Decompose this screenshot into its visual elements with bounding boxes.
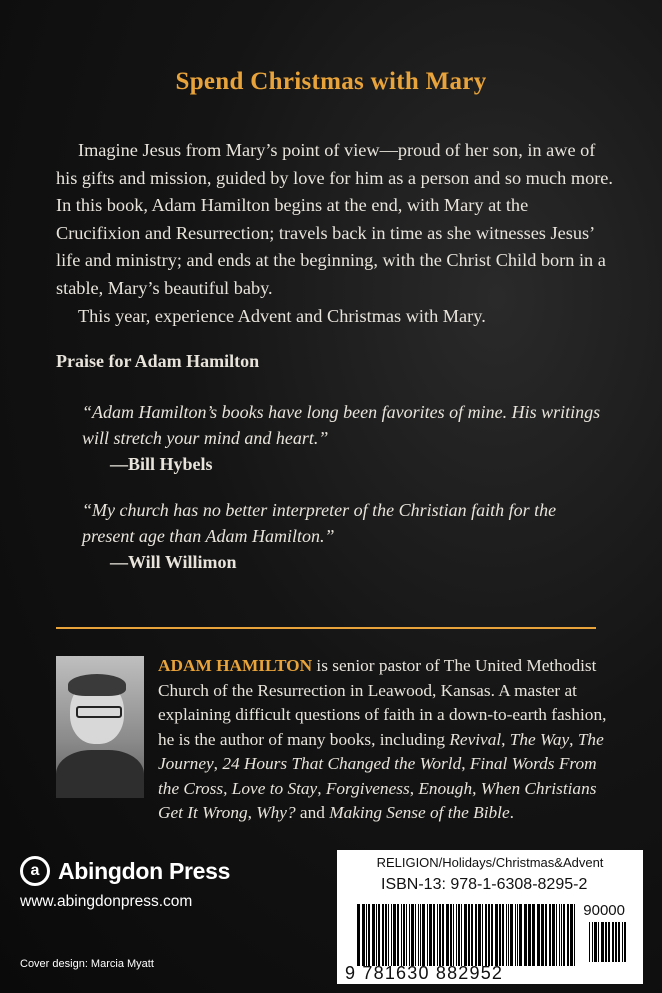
description-closing: This year, experience Advent and Christmas with Mary.: [78, 305, 486, 326]
book-title: Enough: [418, 778, 473, 798]
endorsement-quote: [82, 399, 612, 477]
author-name: ADAM HAMILTON: [158, 656, 313, 675]
description-paragraph: Imagine Jesus from Mary’s point of view—proud of her son, in awe of his gifts and mission, guided by love for him as a person and so much more. In this book, Adam Hamilton begins at the end, with Mary at the Crucifixion and Resurrection; travels back in time as she witnesses Jesus’ life and ministry; and ends at the beginning, with the Christ Child born in a stable, Mary’s beautiful baby.: [56, 140, 613, 298]
book-title: Forgiveness: [325, 778, 410, 798]
book-title: The Way: [509, 729, 570, 749]
endorsement-quote: [82, 497, 612, 575]
author-bio: ADAM HAMILTON is senior pastor of The United Methodist Church of the Resurrection in Leawood, Kansas. A master at explaining difficult questions of faith in a down-to-earth fashion, he is the author of many books, including Revival, The Way, The Journey, 24 Hours That Changed the World, Final Words From the Cross, Love to Stay, Forgiveness, Enough, When Christians Get It Wrong, Why? and Making Sense of the Bible.: [158, 656, 607, 822]
author-photo: [56, 656, 144, 798]
addon-barcode-icon: [589, 922, 629, 962]
quote-author: —Bill Hybels: [110, 454, 213, 474]
barcode-icon: [357, 904, 581, 966]
quote-text: “Adam Hamilton’s books have long been favorites of mine. His writings will stretch your mind and heart.”: [82, 402, 601, 448]
quote-author: —Will Willimon: [110, 552, 237, 572]
publisher-url: www.abingdonpress.com: [20, 893, 193, 910]
abingdon-logo-icon: a: [20, 856, 50, 886]
book-title: Making Sense of the Bible: [329, 803, 510, 822]
book-title: Revival: [449, 729, 502, 749]
bio-text: is senior pastor of The United Methodist Church of the Resurrection in Leawood, Kansas. A master at explaining difficult questions of faith in a down-to-earth fashion, he is the author of many books, including: [158, 656, 607, 749]
book-title: Final Words From the Cross: [158, 754, 597, 798]
book-title: Love to Stay: [231, 778, 318, 798]
publisher-name: Abingdon Press: [58, 857, 231, 884]
book-title: The Journey: [158, 729, 604, 773]
book-tagline-title: Spend Christmas with Mary: [175, 68, 487, 95]
praise-heading: Praise for Adam Hamilton: [56, 351, 260, 371]
barcode-digits: 9 781630 882952: [345, 963, 504, 983]
divider-rule: [56, 627, 596, 629]
isbn-number: ISBN-13: 978-1-6308-8295-2: [381, 876, 588, 893]
book-title: When Christians Get It Wrong: [158, 778, 597, 822]
price-code: 90000: [583, 902, 625, 919]
cover-credit: Cover design: Marcia Myatt: [20, 958, 154, 970]
barcode-category: RELIGION/Holidays/Christmas&Advent: [376, 855, 604, 870]
book-description: [56, 137, 616, 330]
quote-text: “My church has no better interpreter of the Christian faith for the present age than Adam Hamilton.”: [82, 500, 557, 546]
isbn-barcode-panel: [337, 850, 643, 984]
publisher-logo: [20, 856, 230, 886]
book-title: 24 Hours That Changed the World: [222, 754, 462, 773]
book-title: Why?: [256, 803, 296, 822]
